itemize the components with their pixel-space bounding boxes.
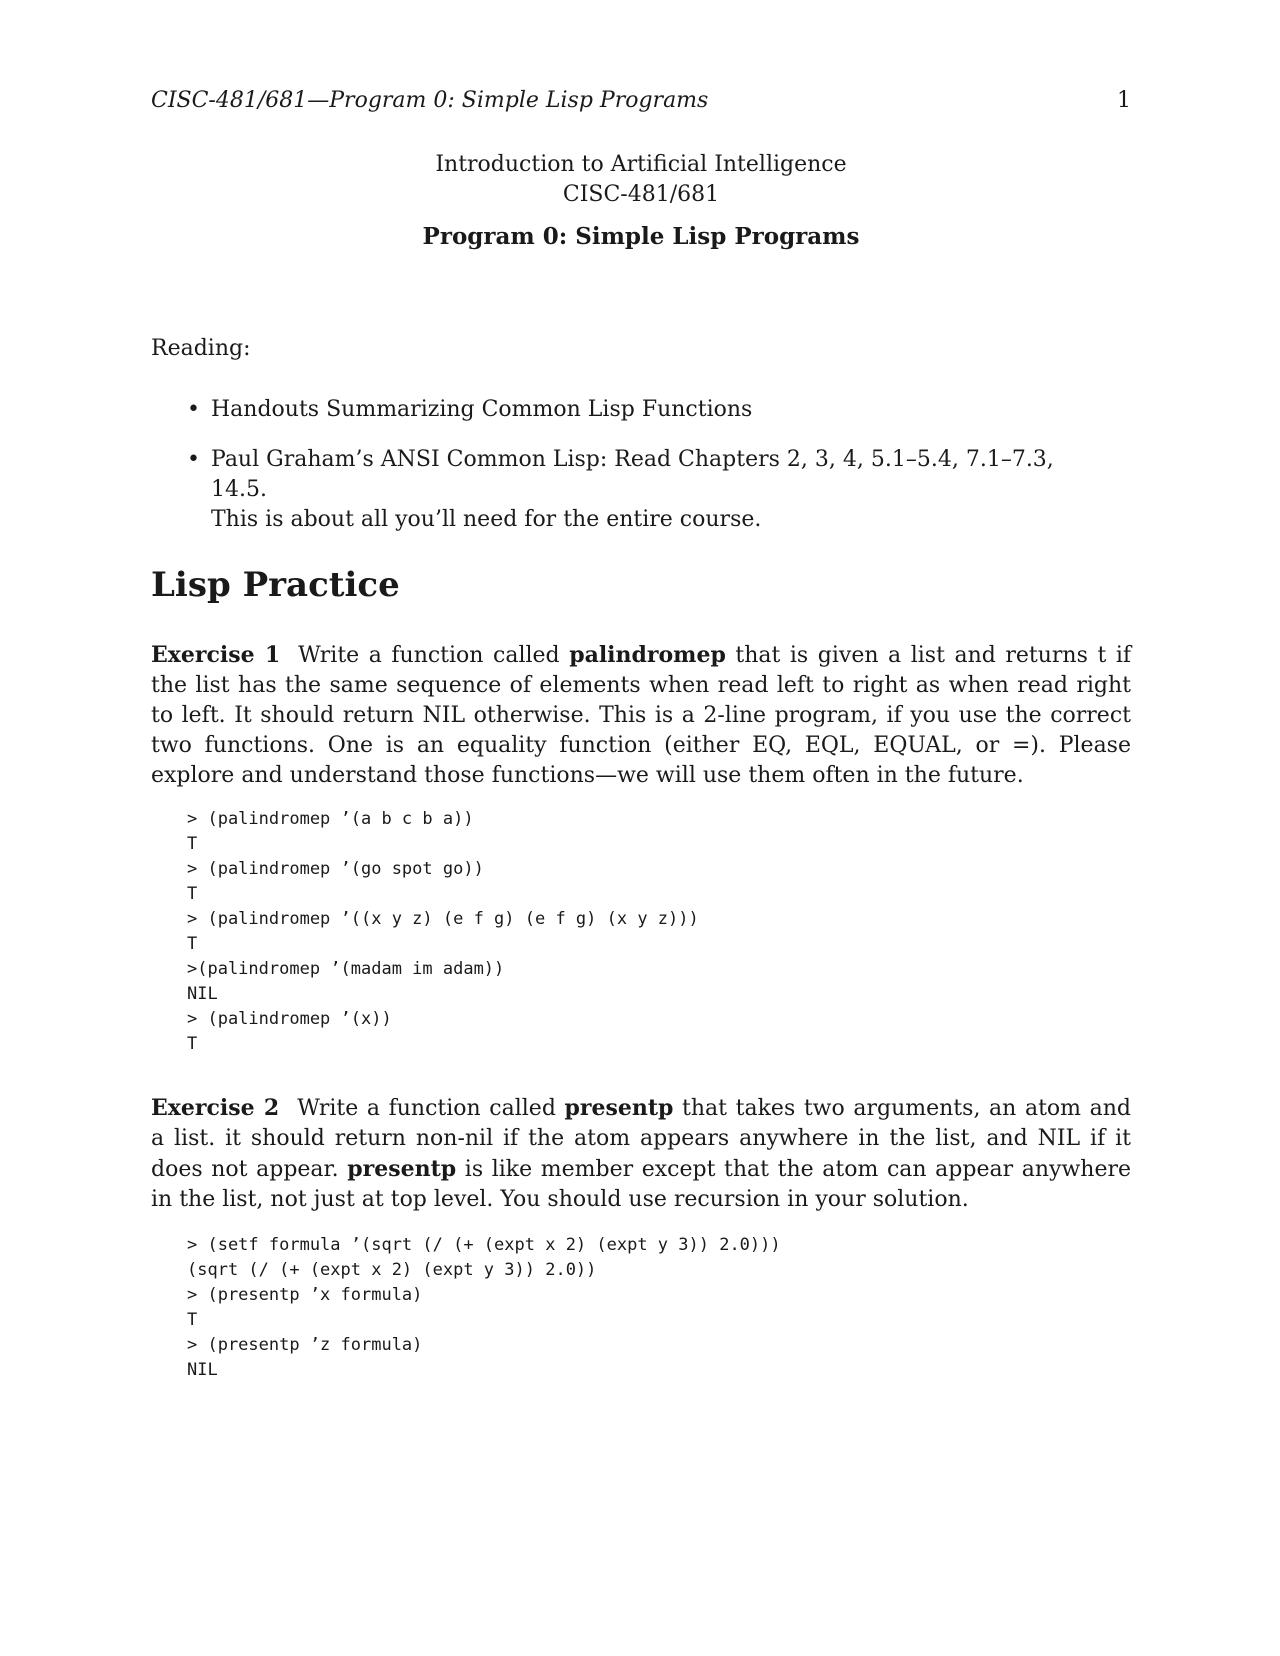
course-name: Introduction to Artificial Intelligence bbox=[435, 152, 847, 177]
course-code: CISC-481/681 bbox=[562, 182, 720, 207]
running-header bbox=[151, 88, 1131, 113]
reading-item-text-continued: This is about all you’ll need for the entire course. bbox=[211, 507, 762, 532]
code-line: > (palindromep ’(go spot go)) bbox=[187, 859, 484, 879]
reading-item bbox=[187, 445, 1087, 535]
exercise-1-text-after: that is given a list and returns t if the list has the same sequence of elements when read left to right as when read right to left. It should return NIL otherwise. This is a 2-line program, if you use the correct two functions. One is an equality function (either EQ, EQL, EQUAL, or =). Please explore and understand those functions—we will use them often in the future. bbox=[151, 643, 1132, 788]
code-line: > (presentp ’z formula) bbox=[187, 1335, 423, 1355]
section-title: Lisp Practice bbox=[151, 565, 400, 605]
reading-item bbox=[187, 395, 1087, 425]
code-line: > (palindromep ’(x)) bbox=[187, 1009, 392, 1029]
running-title: CISC-481/681—Program 0: Simple Lisp Programs bbox=[151, 88, 709, 113]
code-line: T bbox=[187, 1310, 198, 1330]
exercise-1 bbox=[151, 640, 1131, 791]
reading-item-text: Handouts Summarizing Common Lisp Functions bbox=[211, 397, 753, 422]
code-line: > (presentp ’x formula) bbox=[187, 1285, 423, 1305]
exercise-2-text-before: Write a function called bbox=[297, 1096, 565, 1121]
document-page bbox=[151, 0, 1131, 1656]
exercise-1-function-name: palindromep bbox=[569, 642, 726, 668]
code-line: >(palindromep ’(madam im adam)) bbox=[187, 959, 505, 979]
title-block bbox=[151, 150, 1131, 252]
exercise-1-label: Exercise 1 bbox=[151, 642, 281, 668]
code-line: T bbox=[187, 884, 198, 904]
exercise-1-code bbox=[187, 807, 699, 1057]
code-line: > (palindromep ’((x y z) (e f g) (e f g) (x y z))) bbox=[187, 909, 699, 929]
program-title: Program 0: Simple Lisp Programs bbox=[422, 223, 860, 250]
code-line: > (setf formula ’(sqrt (/ (+ (expt x 2) (expt y 3)) 2.0))) bbox=[187, 1235, 781, 1255]
code-line: T bbox=[187, 934, 198, 954]
bullet-icon: • bbox=[187, 397, 200, 422]
exercise-2-function-name-2: presentp bbox=[347, 1156, 457, 1182]
page-number: 1 bbox=[1117, 88, 1131, 113]
exercise-2-label: Exercise 2 bbox=[151, 1095, 280, 1121]
exercise-2-code bbox=[187, 1233, 781, 1383]
code-line: > (palindromep ’(a b c b a)) bbox=[187, 809, 474, 829]
reading-list bbox=[187, 395, 1087, 555]
exercise-2 bbox=[151, 1093, 1131, 1215]
code-line: (sqrt (/ (+ (expt x 2) (expt y 3)) 2.0)) bbox=[187, 1260, 597, 1280]
code-line: T bbox=[187, 834, 198, 854]
exercise-2-text-after: is like member except that the atom can appear anywhere in the list, not just at top level. You should use recursion in your solution. bbox=[151, 1157, 1132, 1212]
exercise-2-text-middle: that takes two arguments, an atom and a list. it should return non-nil if the atom appears anywhere in the list, and NIL if it does not appear. bbox=[151, 1096, 1131, 1182]
exercise-2-function-name: presentp bbox=[564, 1095, 674, 1121]
code-line: NIL bbox=[187, 1360, 218, 1380]
reading-label: Reading: bbox=[151, 336, 251, 361]
exercise-1-text-before: Write a function called bbox=[298, 643, 570, 668]
code-line: NIL bbox=[187, 984, 218, 1004]
code-line: T bbox=[187, 1034, 198, 1054]
reading-item-text: Paul Graham’s ANSI Common Lisp: Read Chapters 2, 3, 4, 5.1–5.4, 7.1–7.3, 14.5. bbox=[211, 447, 1054, 502]
bullet-icon: • bbox=[187, 447, 200, 472]
